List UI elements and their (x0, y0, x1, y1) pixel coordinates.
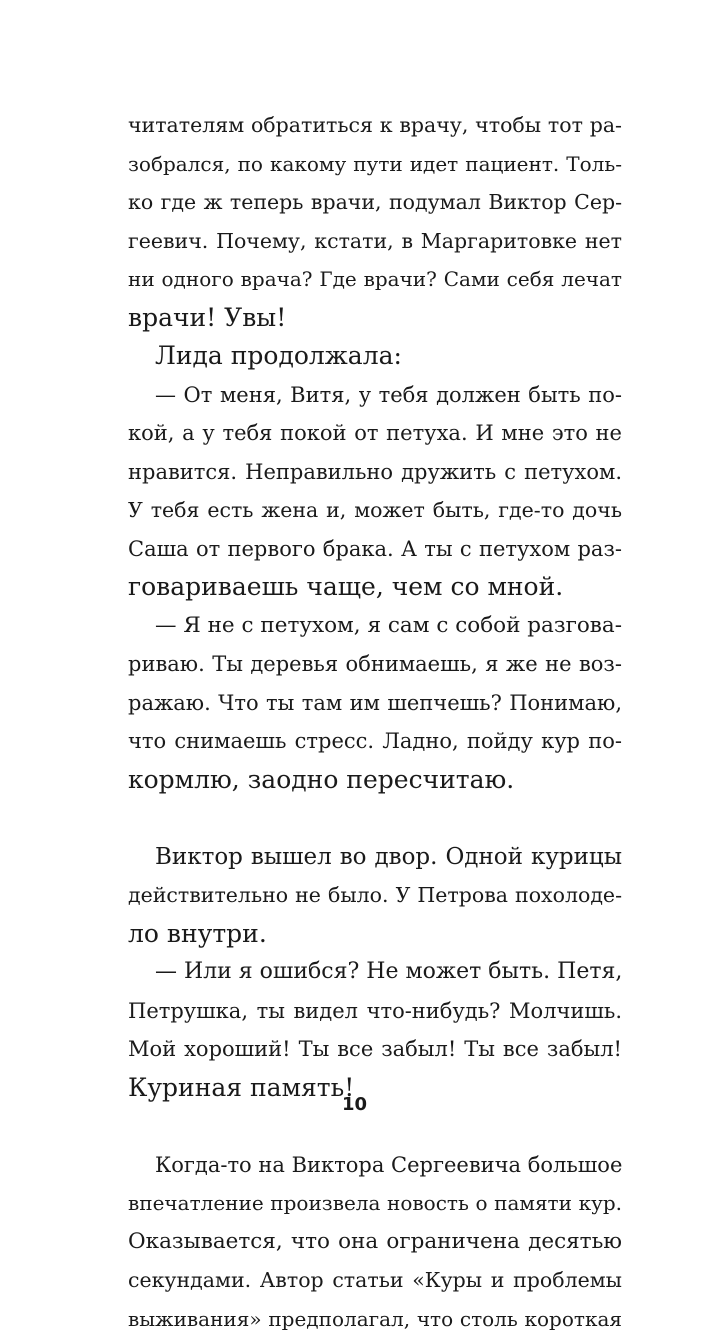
text-line: секундами. Автор статьи «Куры и проблемы (128, 1261, 622, 1300)
text-line: ни одного врача? Где врачи? Сами себя лечат (128, 260, 622, 299)
text-line: врачи! Увы! (128, 299, 622, 338)
section-gap (128, 799, 622, 838)
text-line: выживания» предполагал, что столь короткая (128, 1300, 622, 1338)
text-line: — Я не с петухом, я сам с собой разгова- (128, 607, 622, 646)
paragraph-5 (128, 838, 622, 954)
text-line: Мой хороший! Ты все забыл! Ты все забыл! (128, 1030, 622, 1069)
page-body (128, 106, 622, 1338)
text-line: Когда-то на Виктора Сергеевича большое (128, 1146, 622, 1185)
text-line: риваю. Ты деревья обнимаешь, я же не воз- (128, 645, 622, 684)
text-line: Куриная память! (128, 1069, 622, 1108)
text-line: кой, а у тебя покой от петуха. И мне это не (128, 414, 622, 453)
paragraph-3 (128, 376, 622, 607)
text-line: ко где ж теперь врачи, подумал Виктор Сер- (128, 183, 622, 222)
text-line: ло внутри. (128, 915, 622, 954)
text-line: что снимаешь стресс. Ладно, пойду кур по- (128, 722, 622, 761)
paragraph-2 (128, 337, 622, 376)
text-line: зобрался, по какому пути идет пациент. Толь- (128, 145, 622, 184)
text-line: действительно не было. У Петрова похолоде- (128, 876, 622, 915)
text-line: нравится. Неправильно дружить с петухом. (128, 453, 622, 492)
text-line: Виктор вышел во двор. Одной курицы (128, 838, 622, 877)
text-line: Оказывается, что она ограничена десятью (128, 1223, 622, 1262)
text-line: кормлю, заодно пересчитаю. (128, 761, 622, 800)
paragraph-1 (128, 106, 622, 337)
paragraph-6 (128, 953, 622, 1107)
text-line: — От меня, Витя, у тебя должен быть по- (128, 376, 622, 415)
paragraph-4 (128, 607, 622, 800)
text-line: геевич. Почему, кстати, в Маргаритовке нет (128, 222, 622, 261)
text-line: Лида продолжала: (128, 337, 622, 376)
text-line: ражаю. Что ты там им шепчешь? Понимаю, (128, 684, 622, 723)
text-line: читателям обратиться к врачу, чтобы тот ра- (128, 106, 622, 145)
page-number: 10 (0, 1094, 709, 1115)
text-line: У тебя есть жена и, может быть, где-то дочь (128, 491, 622, 530)
text-line: Петрушка, ты видел что-нибудь? Молчишь. (128, 992, 622, 1031)
text-line: Саша от первого брака. А ты с петухом раз- (128, 530, 622, 569)
text-line: говариваешь чаще, чем со мной. (128, 568, 622, 607)
paragraph-7 (128, 1146, 622, 1338)
text-line: впечатление произвела новость о памяти кур. (128, 1184, 622, 1223)
text-line: — Или я ошибся? Не может быть. Петя, (128, 953, 622, 992)
